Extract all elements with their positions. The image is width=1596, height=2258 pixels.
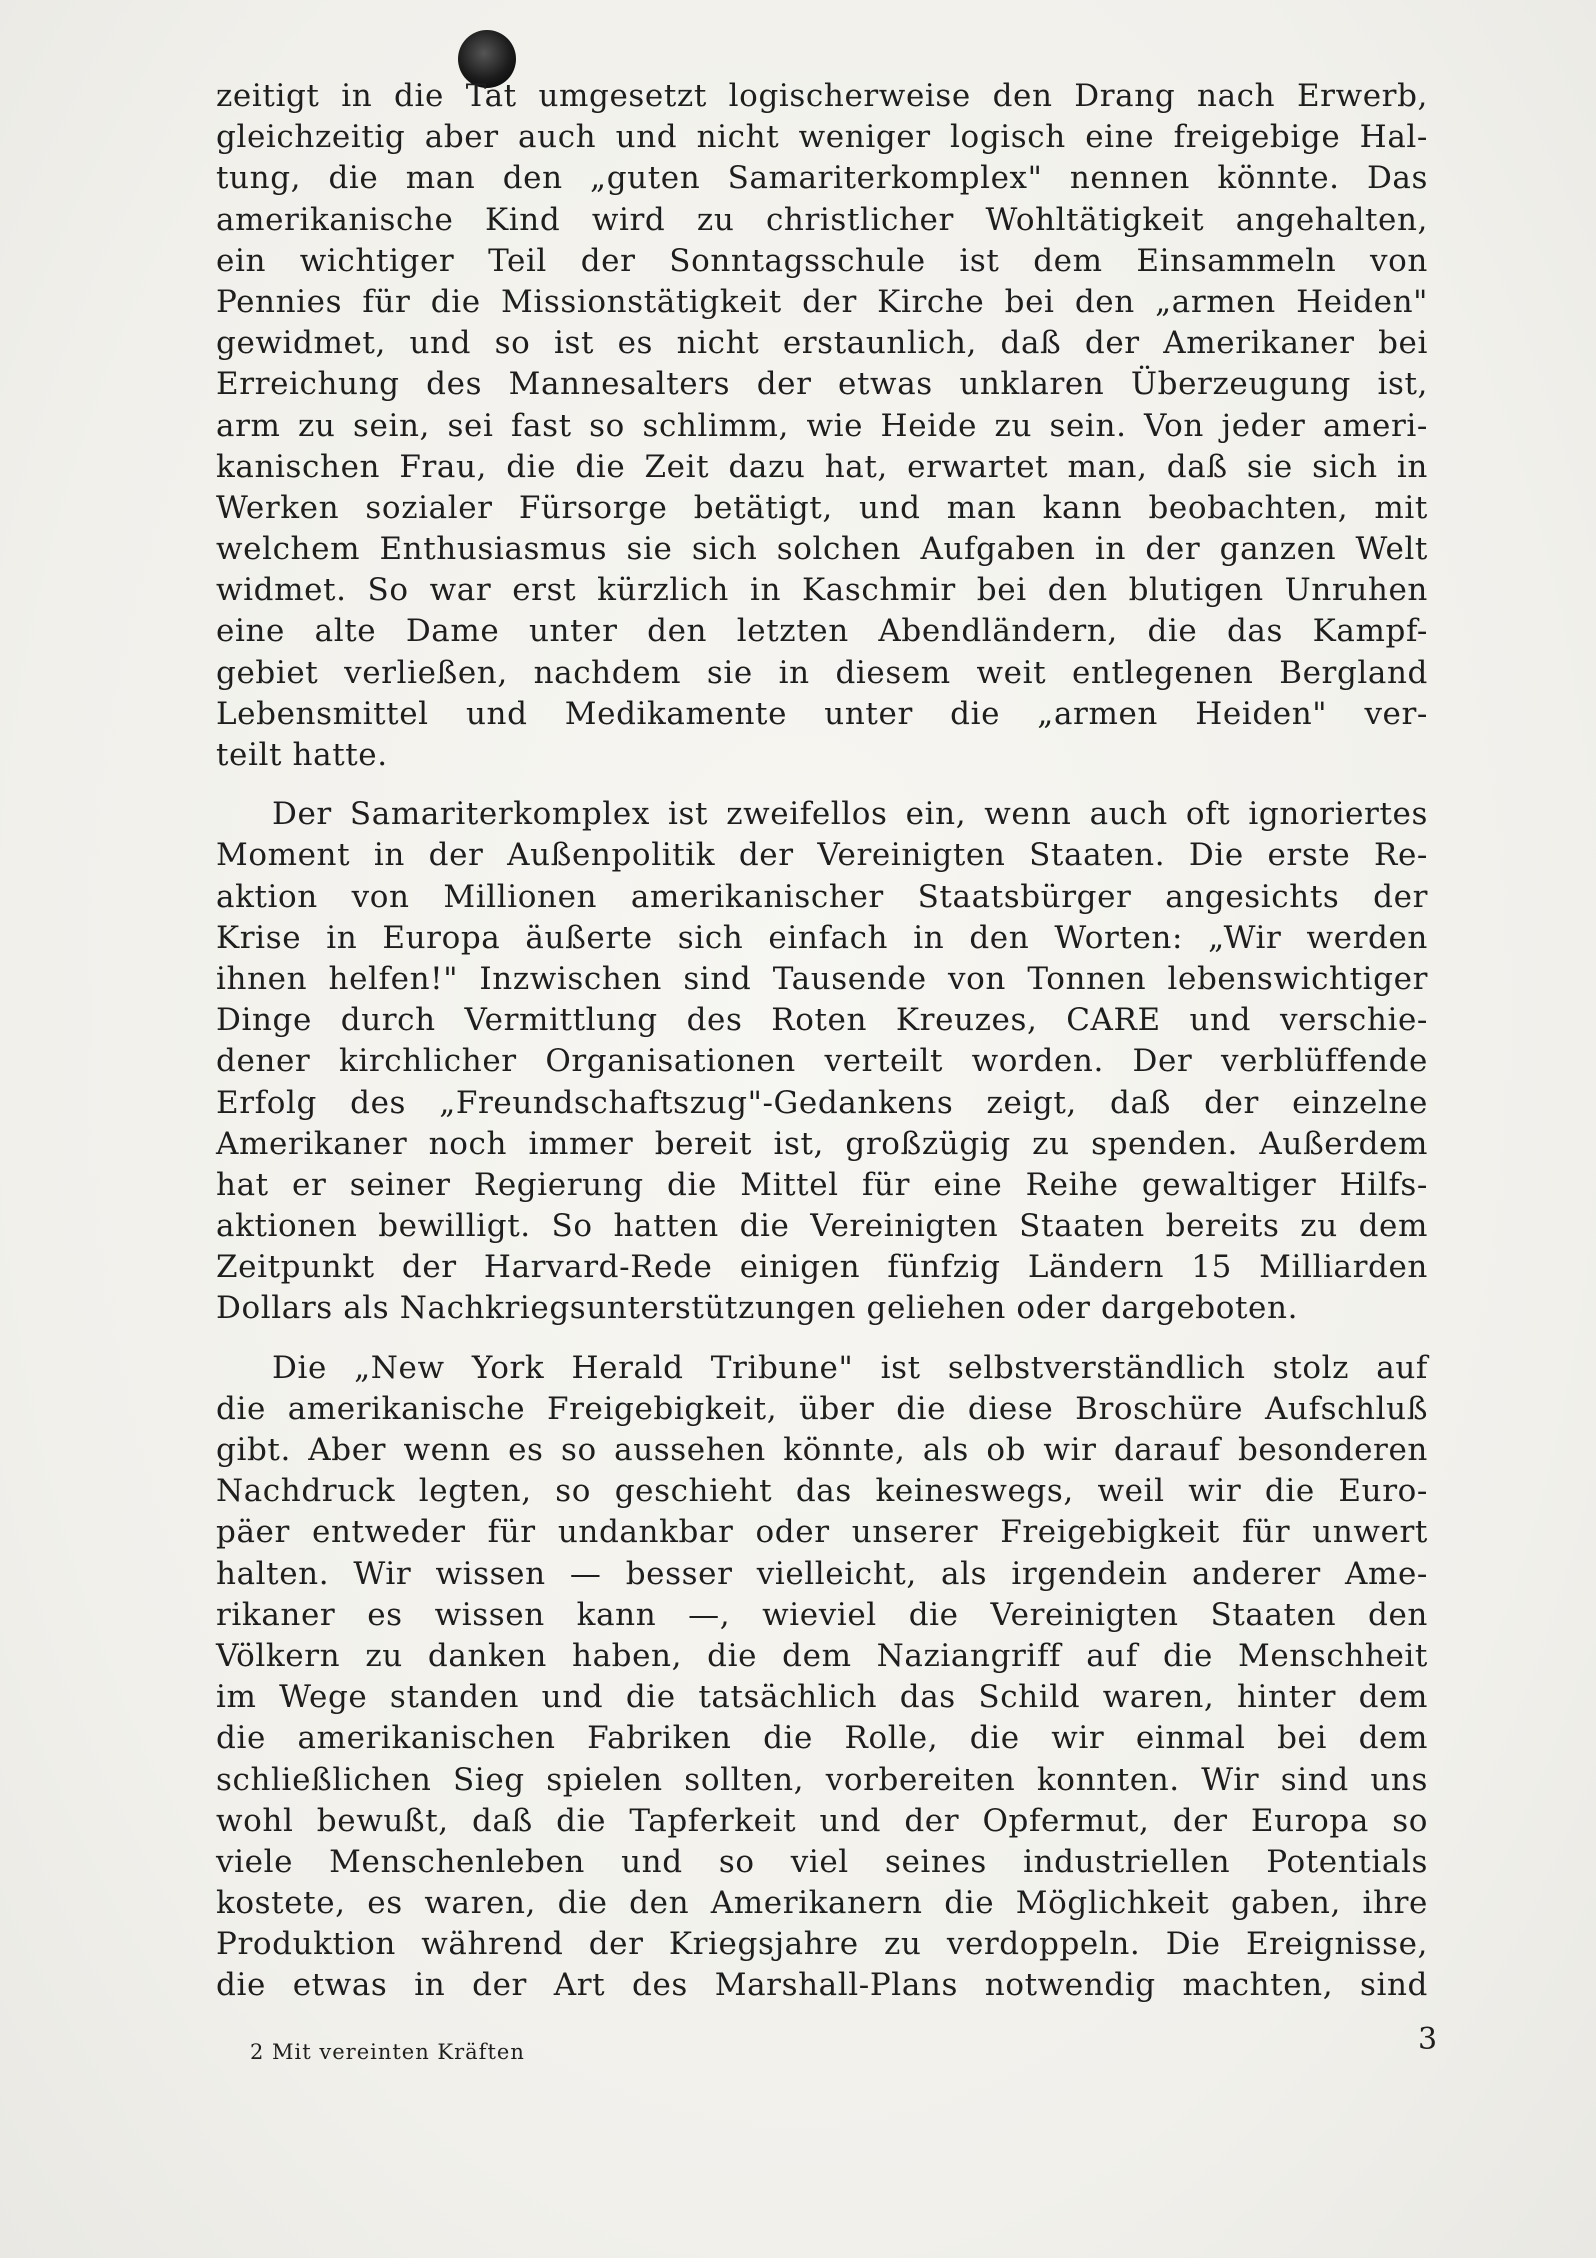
text-line: amerikanische Kind wird zu christlicher Wohltätigkeit angehalten,	[216, 201, 1428, 238]
body-text	[216, 76, 1428, 2007]
text-line: aktion von Millionen amerikanischer Staatsbürger angesichts der	[216, 878, 1428, 915]
text-line: Werken sozialer Fürsorge betätigt, und man kann beobachten, mit	[216, 489, 1428, 526]
text-line: Produktion während der Kriegsjahre zu verdoppeln. Die Ereignisse,	[216, 1926, 1428, 1963]
text-line: zeitigt in die Tat umgesetzt logischerweise den Drang nach Erwerb,	[216, 78, 1428, 114]
text-line: gibt. Aber wenn es so aussehen könnte, als ob wir darauf besonderen	[216, 1432, 1428, 1468]
text-line: eine alte Dame unter den letzten Abendländern, die das Kampf-	[216, 613, 1428, 650]
text-line: kostete, es waren, die den Amerikanern die Möglichkeit gaben, ihre	[216, 1885, 1428, 1922]
page-number: 3	[1418, 2022, 1438, 2057]
text-line: ein wichtiger Teil der Sonntagsschule ist dem Einsammeln von	[216, 242, 1428, 279]
text-line: Krise in Europa äußerte sich einfach in den Worten: „Wir werden	[216, 919, 1428, 956]
text-line: die etwas in der Art des Marshall-Plans notwendig machten, sind	[216, 1967, 1428, 2004]
text-line: Erreichung des Mannesalters der etwas unklaren Überzeugung ist,	[216, 366, 1428, 403]
text-line: im Wege standen und die tatsächlich das Schild waren, hinter dem	[216, 1679, 1428, 1716]
text-line: dener kirchlicher Organisationen verteilt worden. Der verblüffende	[216, 1043, 1428, 1080]
text-line: Zeitpunkt der Harvard-Rede einigen fünfzig Ländern 15 Milliarden	[216, 1249, 1428, 1286]
text-line: hat er seiner Regierung die Mittel für eine Reihe gewaltiger Hilfs-	[216, 1166, 1428, 1203]
text-line: welchem Enthusiasmus sie sich solchen Aufgaben in der ganzen Welt	[216, 531, 1428, 568]
text-line: kanischen Frau, die die Zeit dazu hat, erwartet man, daß sie sich in	[216, 448, 1428, 485]
text-line: ihnen helfen!" Inzwischen sind Tausende von Tonnen lebenswichtiger	[216, 960, 1428, 997]
text-line: die amerikanische Freigebigkeit, über die diese Broschüre Aufschluß	[216, 1390, 1428, 1427]
text-line: Moment in der Außenpolitik der Vereinigten Staaten. Die erste Re-	[216, 837, 1428, 874]
text-line: Nachdruck legten, so geschieht das keineswegs, weil wir die Euro-	[216, 1473, 1428, 1510]
paragraph	[216, 794, 1428, 1329]
paragraph	[216, 1348, 1428, 2007]
text-line: schließlichen Sieg spielen sollten, vorbereiten konnten. Wir sind uns	[216, 1761, 1428, 1798]
text-line: Völkern zu danken haben, die dem Naziangriff auf die Menschheit	[216, 1637, 1428, 1674]
text-line: viele Menschenleben und so viel seines industriellen Potentials	[216, 1843, 1428, 1880]
text-line: gebiet verließen, nachdem sie in diesem weit entlegenen Bergland	[216, 654, 1428, 691]
text-line: rikaner es wissen kann —, wieviel die Vereinigten Staaten den	[216, 1596, 1428, 1633]
text-line: Dollars als Nachkriegsunterstützungen geliehen oder dargeboten.	[216, 1290, 1299, 1327]
text-line: Die „New York Herald Tribune" ist selbstverständlich stolz auf	[272, 1349, 1428, 1386]
paragraph	[216, 76, 1428, 776]
text-line: arm zu sein, sei fast so schlimm, wie Heide zu sein. Von jeder ameri-	[216, 407, 1428, 444]
text-line: widmet. So war erst kürzlich in Kaschmir bei den blutigen Unruhen	[216, 572, 1428, 609]
printer-signature: 2 Mit vereinten Kräften	[250, 2040, 525, 2064]
text-line: Pennies für die Missionstätigkeit der Kirche bei den „armen Heiden"	[216, 283, 1428, 320]
text-line: halten. Wir wissen — besser vielleicht, als irgendein anderer Ame-	[216, 1555, 1428, 1592]
text-line: gleichzeitig aber auch und nicht weniger logisch eine freigebige Hal-	[216, 119, 1428, 156]
text-line: Erfolg des „Freundschaftszug"-Gedankens zeigt, daß der einzelne	[216, 1084, 1428, 1121]
text-line: Der Samariterkomplex ist zweifellos ein, wenn auch oft ignoriertes	[272, 796, 1428, 833]
text-line: die amerikanischen Fabriken die Rolle, die wir einmal bei dem	[216, 1720, 1428, 1757]
text-line: Lebensmittel und Medikamente unter die „armen Heiden" ver-	[216, 695, 1428, 732]
text-line: gewidmet, und so ist es nicht erstaunlich, daß der Amerikaner bei	[216, 325, 1428, 362]
text-line: tung, die man den „guten Samariterkomplex" nennen könnte. Das	[216, 160, 1428, 197]
text-line: aktionen bewilligt. So hatten die Vereinigten Staaten bereits zu dem	[216, 1208, 1428, 1245]
text-line: Amerikaner noch immer bereit ist, großzügig zu spenden. Außerdem	[216, 1125, 1428, 1162]
text-line: wohl bewußt, daß die Tapferkeit und der Opfermut, der Europa so	[216, 1802, 1428, 1839]
text-line: teilt hatte.	[216, 737, 388, 773]
text-line: päer entweder für undankbar oder unserer Freigebigkeit für unwert	[216, 1514, 1428, 1551]
text-line: Dinge durch Vermittlung des Roten Kreuzes, CARE und verschie-	[216, 1002, 1428, 1039]
